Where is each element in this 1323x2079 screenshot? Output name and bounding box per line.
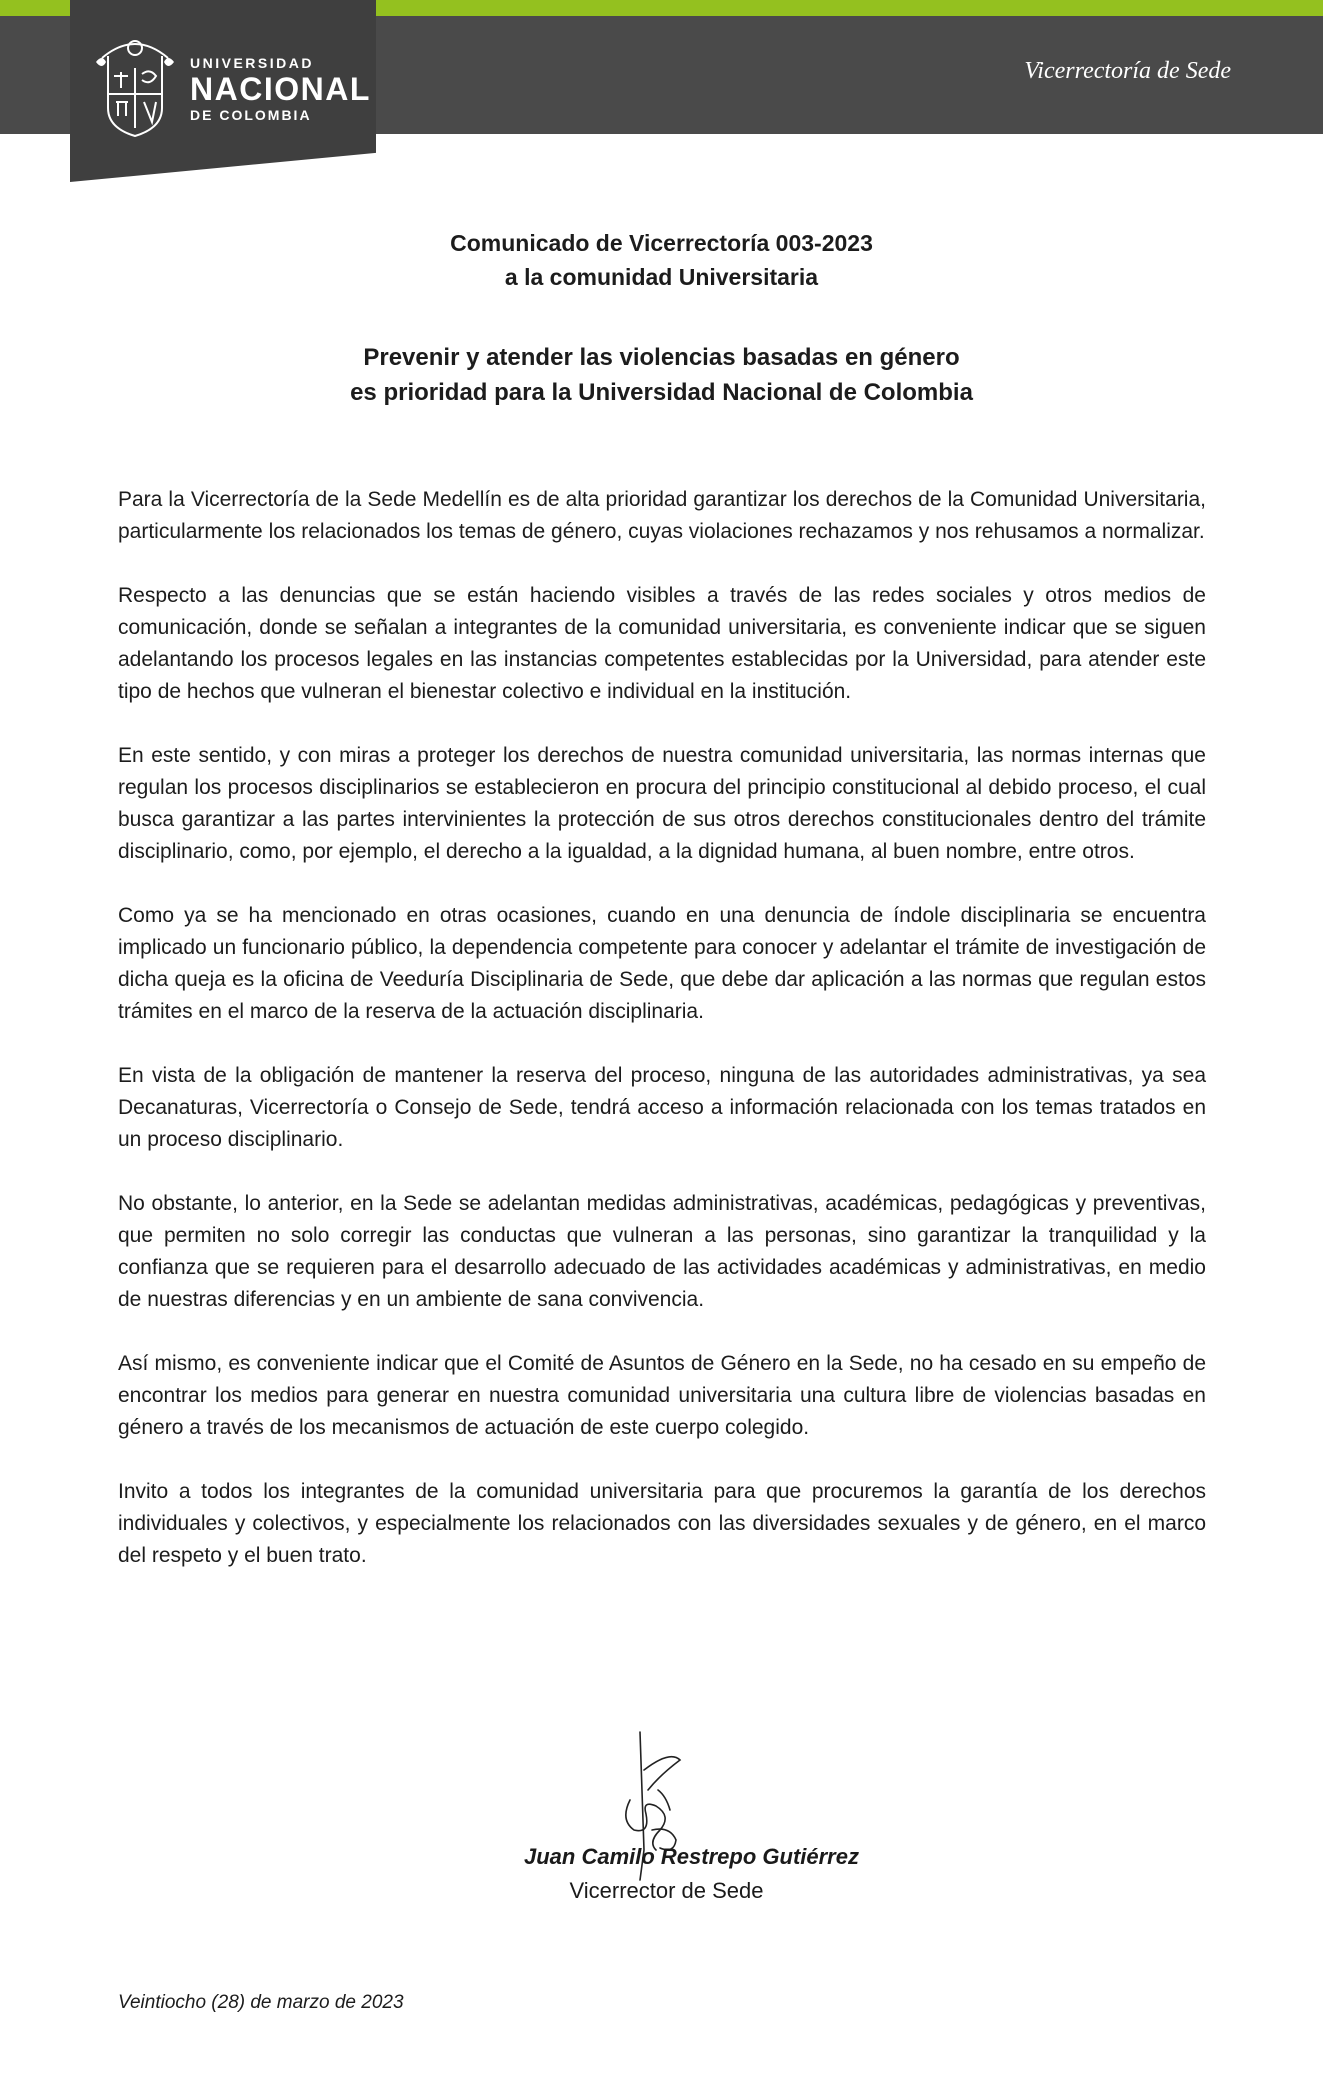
university-line-3: DE COLOMBIA	[190, 107, 312, 123]
paragraph: En vista de la obligación de mantener la reserva del proceso, ninguna de las autoridades administrativas, ya sea Decanaturas, Vicerrectoría o Consejo de Sede, tendrá acceso a información relacionada con los temas tratados en un proceso disciplinario.	[118, 1064, 1206, 1151]
subtitle-line-2: es prioridad para la Universidad Nacional de Colombia	[350, 379, 973, 406]
document-body	[118, 484, 1206, 1604]
paragraph: En este sentido, y con miras a proteger los derechos de nuestra comunidad universitaria, las normas internas que regulan los procesos disciplinarios se establecieron en procura del principio constitucional al debido proceso, el cual busca garantizar a las partes intervinientes la protección de sus otros derechos constitucionales dentro del trámite disciplinario, como, por ejemplo, el derecho a la igualdad, a la dignidad humana, al buen nombre, entre otros.	[118, 744, 1206, 863]
office-label: Vicerrectoría de Sede	[1024, 58, 1231, 84]
paragraph: No obstante, lo anterior, en la Sede se adelantan medidas administrativas, académicas, pedagógicas y preventivas, que permiten no solo corregir las conductas que vulneran a las personas, sino garantizar la tranquilidad y la confianza que se requieren para el desarrollo adecuado de las actividades académicas y administrativas, en medio de nuestras diferencias y en un ambiente de sana convivencia.	[118, 1192, 1206, 1311]
university-wordmark	[190, 54, 371, 124]
paragraph: Para la Vicerrectoría de la Sede Medellín es de alta prioridad garantizar los derechos de la Comunidad Universitaria, particularmente los relacionados los temas de género, cuyas violaciones rechazamos y nos rehusamos a normalizar.	[118, 488, 1206, 543]
university-seal-icon	[94, 28, 176, 140]
paragraph: Invito a todos los integrantes de la comunidad universitaria para que procuremos la garantía de los derechos individuales y colectivos, y especialmente los relacionados con las diversidades sexuales y de género, en el marco del respeto y el buen trato.	[118, 1480, 1206, 1567]
title-line-1: Comunicado de Vicerrectoría 003-2023	[450, 230, 873, 256]
university-line-1: UNIVERSIDAD	[190, 55, 314, 71]
university-line-2: NACIONAL	[190, 71, 371, 107]
paragraph: Como ya se ha mencionado en otras ocasiones, cuando en una denuncia de índole disciplinaria se encuentra implicado un funcionario público, la dependencia competente para conocer y adelantar el trámite de investigación de dicha queja es la oficina de Veeduría Disciplinaria de Sede, que debe dar aplicación a las normas que regulan estos trámites en el marco de la reserva de la actuación disciplinaria.	[118, 904, 1206, 1023]
subtitle-block	[0, 340, 1323, 410]
signer-role: Vicerrector de Sede	[569, 1878, 764, 1903]
paragraph: Así mismo, es conveniente indicar que el Comité de Asuntos de Género en la Sede, no ha cesado en su empeño de encontrar los medios para generar en nuestra comunidad universitaria una cultura libre de violencias basadas en género a través de los mecanismos de actuación de este cuerpo colegido.	[118, 1352, 1206, 1439]
paragraph: Respecto a las denuncias que se están haciendo visibles a través de las redes sociales y otros medios de comunicación, donde se señalan a integrantes de la comunidad universitaria, es conveniente indicar que se siguen adelantando los procesos legales en las instancias competentes establecidas por la Universidad, para atender este tipo de hechos que vulneran el bienestar colectivo e individual en la institución.	[118, 584, 1206, 703]
signer-block	[0, 1840, 1323, 1908]
document-title-block	[0, 226, 1323, 410]
document-date: Veintiocho (28) de marzo de 2023	[118, 1992, 404, 2013]
subtitle-line-1: Prevenir y atender las violencias basadas en género	[363, 344, 960, 371]
signer-name: Juan Camilo Restrepo Gutiérrez	[524, 1844, 859, 1869]
title-line-2: a la comunidad Universitaria	[504, 264, 819, 290]
